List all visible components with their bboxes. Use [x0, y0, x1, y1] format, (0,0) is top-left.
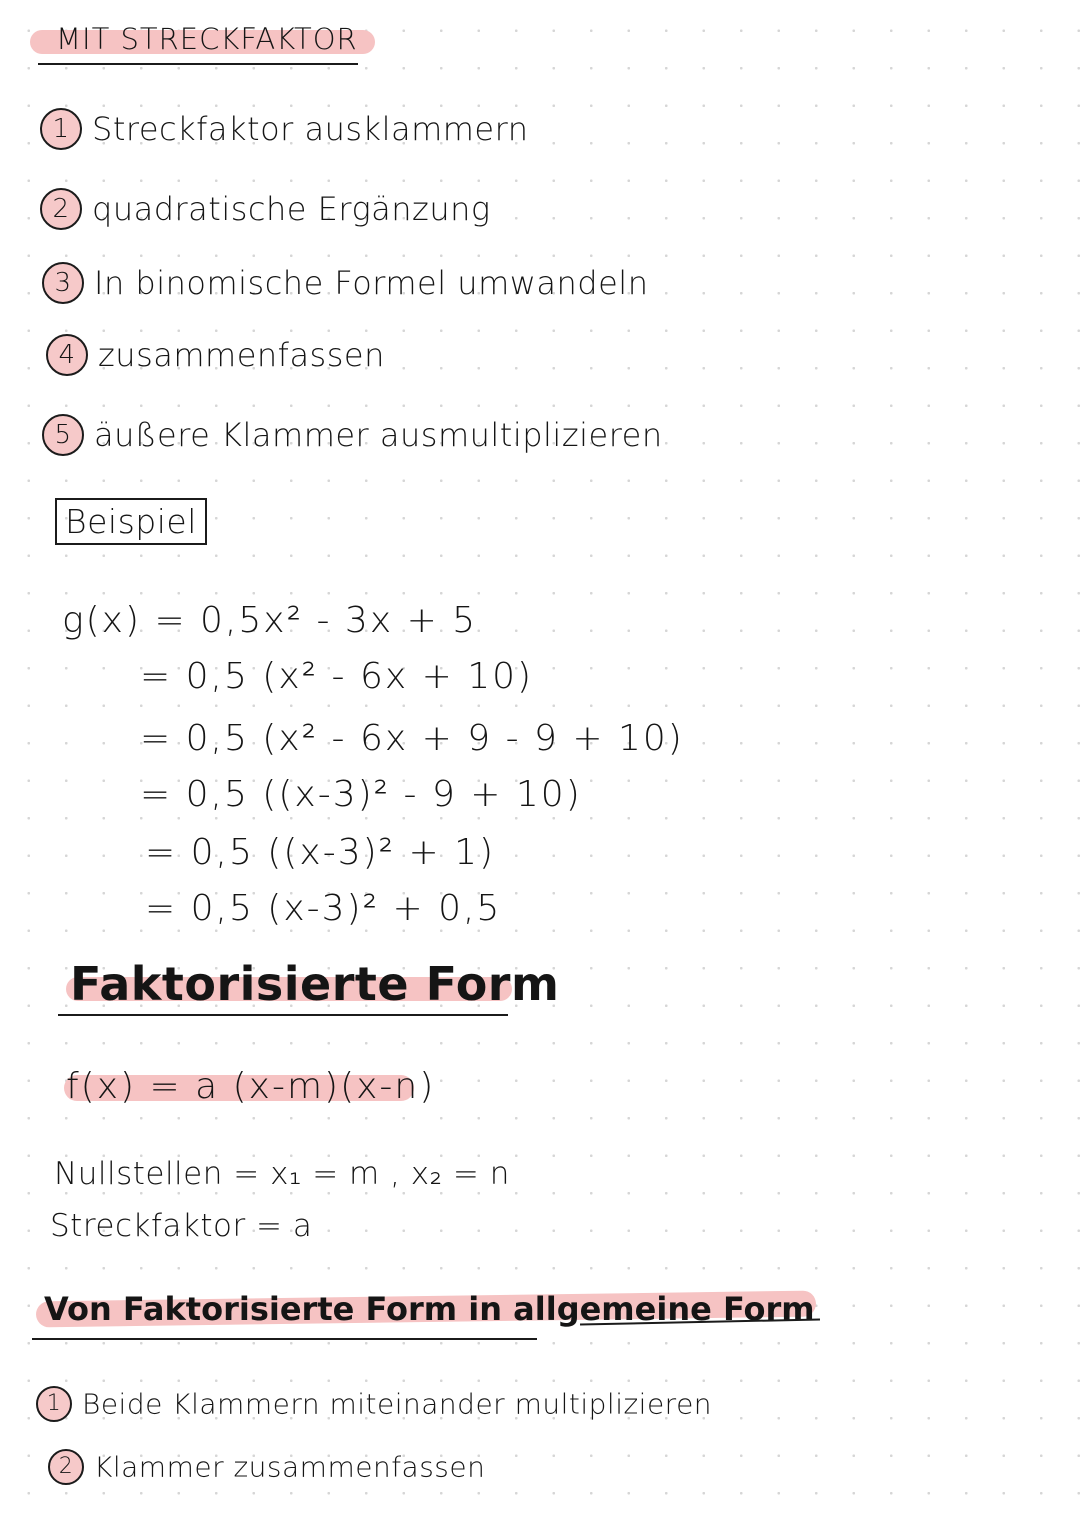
section-title-faktorisierte-form: Faktorisierte Form	[70, 957, 560, 1011]
step-text: In binomische Formel umwandeln	[94, 264, 649, 302]
step-number: 1	[36, 1386, 72, 1422]
step-1	[40, 108, 528, 150]
conversion-step-2	[48, 1449, 485, 1485]
example-label: Beispiel	[55, 498, 207, 545]
title-underline	[38, 63, 358, 65]
math-line-2: = 0,5 (x² - 6x + 10)	[140, 656, 534, 697]
factored-formula: f(x) = a (x-m)(x-n)	[66, 1066, 436, 1107]
step-number: 3	[42, 262, 84, 304]
step-text: quadratische Ergänzung	[92, 190, 491, 228]
math-line-6: = 0,5 (x-3)² + 0,5	[145, 888, 502, 929]
conversion-step-1	[36, 1386, 712, 1422]
step-text: äußere Klammer ausmultiplizieren	[94, 416, 663, 454]
step-text: zusammenfassen	[98, 336, 385, 374]
section-title-streckfaktor: MIT STRECKFAKTOR	[56, 22, 358, 56]
step-text: Beide Klammern miteinander multiplizieren	[82, 1387, 713, 1421]
math-line-3: = 0,5 (x² - 6x + 9 - 9 + 10)	[140, 718, 684, 759]
step-text: Klammer zusammenfassen	[94, 1450, 486, 1484]
zeros-line: Nullstellen = x₁ = m , x₂ = n	[54, 1156, 510, 1192]
math-line-4: = 0,5 ((x-3)² - 9 + 10)	[140, 774, 582, 815]
step-number: 4	[46, 334, 88, 376]
step-4	[46, 334, 385, 376]
step-3	[42, 262, 648, 304]
math-line-5: = 0,5 ((x-3)² + 1)	[145, 832, 496, 873]
step-number: 2	[40, 188, 82, 230]
step-number: 1	[40, 108, 82, 150]
section3-underline-left	[32, 1338, 537, 1340]
math-line-1: g(x) = 0,5x² - 3x + 5	[62, 600, 478, 641]
step-number: 2	[48, 1449, 84, 1485]
step-number: 5	[42, 414, 84, 456]
stretch-line: Streckfaktor = a	[50, 1208, 313, 1244]
step-5	[42, 414, 663, 456]
section-title-allgemeine-form: Von Faktorisierte Form in allgemeine Form	[44, 1290, 815, 1328]
step-2	[40, 188, 491, 230]
faktorisierte-underline	[58, 1014, 508, 1016]
step-text: Streckfaktor ausklammern	[92, 110, 529, 148]
